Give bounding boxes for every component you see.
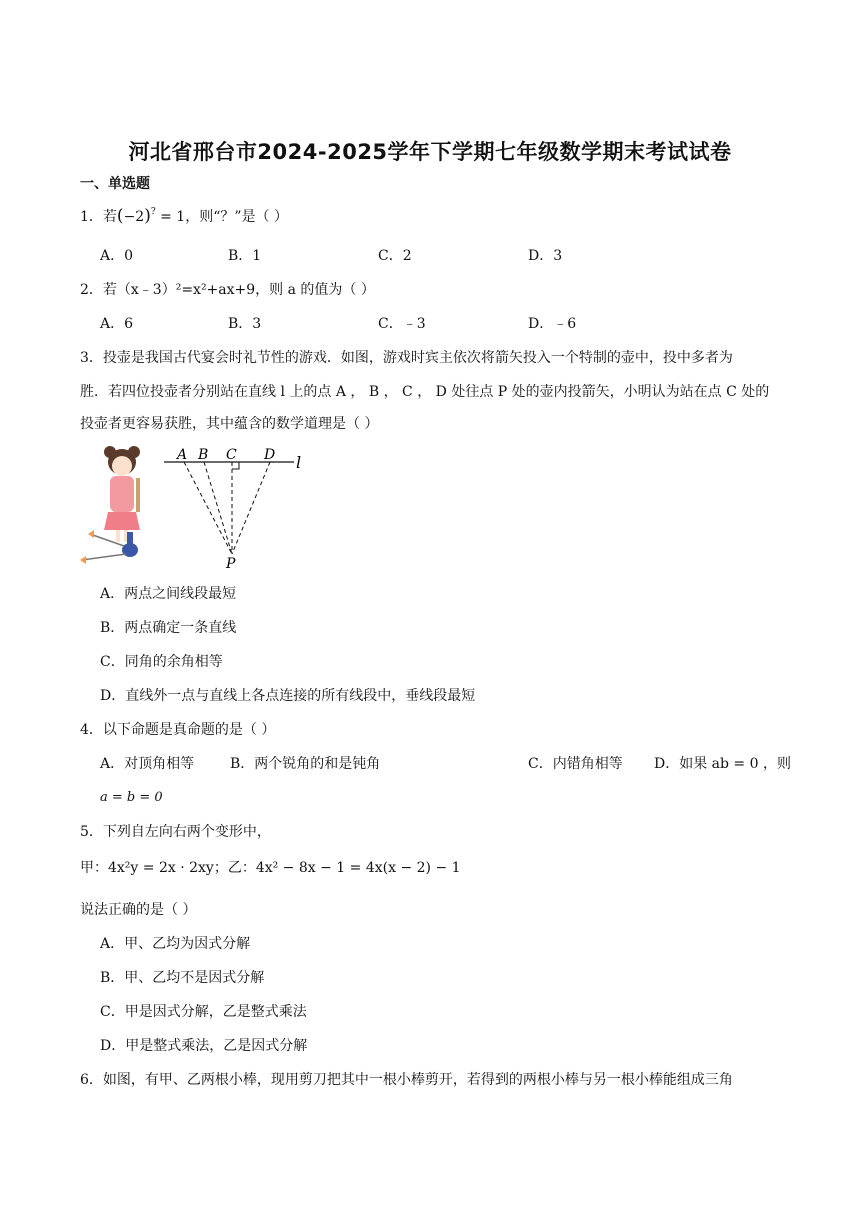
q4-option-c: C．内错角相等	[528, 756, 623, 772]
question-5: 5．下列自左向右两个变形中，	[80, 824, 271, 840]
q4-option-d: D．如果 ab = 0 ，则	[654, 756, 791, 772]
label-l: l	[296, 453, 302, 472]
q5-option-a: A．甲、乙均为因式分解	[100, 936, 251, 952]
question-4: 4．以下命题是真命题的是（ ）	[80, 722, 276, 738]
section-heading: 一、单选题	[80, 176, 150, 192]
q3-option-a: A．两点之间线段最短	[100, 586, 237, 602]
q4-option-b: B．两个锐角的和是钝角	[230, 756, 381, 772]
question-2: 2．若（x﹣3）²=x²+ax+9，则 a 的值为（ ）	[80, 282, 375, 298]
q1-prefix: 若	[102, 209, 117, 225]
question-3-line-3: 投壶者更容易获胜，其中蕴含的数学道理是（ ）	[80, 416, 379, 432]
label-b: B	[198, 447, 209, 463]
label-p: P	[226, 556, 236, 572]
q3-option-c: C．同角的余角相等	[100, 654, 223, 670]
q5-formula: 甲：4x²y = 2x · 2xy；乙：4x² − 8x − 1 = 4x(x − 2) − 1	[80, 860, 461, 876]
q5-question: 说法正确的是（ ）	[80, 902, 197, 918]
q2-option-c: C．﹣3	[378, 316, 426, 332]
question-3-line-2: 胜．若四位投壶者分别站在直线 l 上的点 A ， B ， C ， D 处往点 P 处的壶内投箭矢，小明认为站在点 C 处的	[80, 384, 770, 400]
q3-option-b: B．两点确定一条直线	[100, 620, 237, 636]
label-d: D	[264, 447, 276, 463]
question-1	[80, 206, 288, 227]
q2-option-b: B．3	[228, 316, 262, 332]
q5-option-b: B．甲、乙均不是因式分解	[100, 970, 265, 986]
girl-illustration	[80, 446, 140, 564]
q4-option-a: A．对顶角相等	[100, 756, 195, 772]
q1-math: (−2)? = 1	[116, 206, 186, 226]
q2-option-d: D．﹣6	[528, 316, 577, 332]
question-6: 6．如图，有甲、乙两根小棒，现用剪刀把其中一根小棒剪开，若得到的两根小棒与另一根小棒能组成三角	[80, 1072, 733, 1088]
segment-pd	[232, 462, 270, 554]
q5-option-d: D．甲是整式乘法，乙是因式分解	[100, 1038, 308, 1054]
q1-option-c: C．2	[378, 248, 412, 264]
label-c: C	[226, 447, 237, 463]
q4-option-d-continuation: a = b = 0	[100, 790, 163, 805]
right-angle-mark	[232, 462, 239, 469]
label-a: A	[177, 447, 188, 463]
q3-figure	[80, 442, 320, 572]
q5-option-c: C．甲是因式分解，乙是整式乘法	[100, 1004, 307, 1020]
q1-option-d: D．3	[528, 248, 563, 264]
q1-option-b: B．1	[228, 248, 262, 264]
question-3-line-1: 3．投壶是我国古代宴会时礼节性的游戏．如图，游戏时宾主依次将箭矢投入一个特制的壶中，投中多者为	[80, 350, 733, 366]
q3-option-d: D．直线外一点与直线上各点连接的所有线段中，垂线段最短	[100, 688, 476, 704]
q2-option-a: A．6	[100, 316, 134, 332]
q1-suffix: ，则“？”是（ ）	[185, 209, 288, 225]
q1-option-a: A．0	[100, 248, 134, 264]
page-title: 河北省邢台市2024-2025学年下学期七年级数学期末考试试卷	[128, 140, 732, 164]
q1-number: 1．	[80, 209, 103, 225]
